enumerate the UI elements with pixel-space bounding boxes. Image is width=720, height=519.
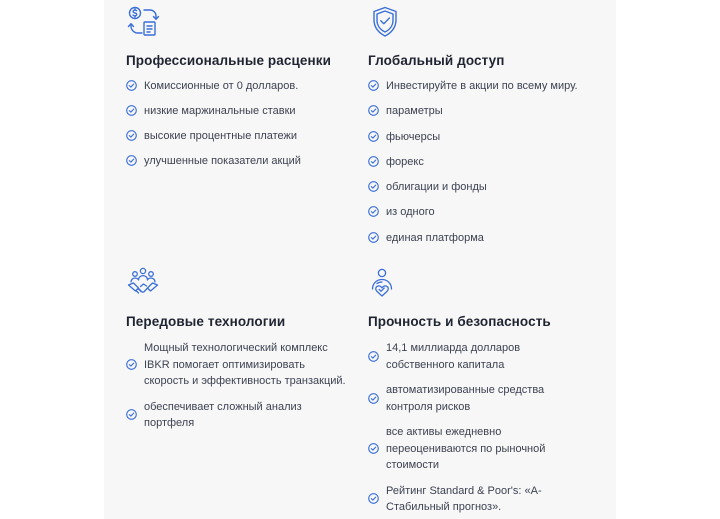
list-item: улучшенные показатели акций [126, 153, 366, 178]
team-handshake-icon [126, 266, 160, 300]
check-circle-icon [368, 156, 379, 167]
check-circle-icon [368, 493, 379, 504]
list-item: единая платформа [368, 230, 608, 255]
check-circle-icon [368, 232, 379, 243]
check-circle-icon [126, 80, 137, 91]
list-item: параметры [368, 103, 608, 128]
check-circle-icon [368, 131, 379, 142]
list-item: Инвестируйте в акции по всему миру. [368, 78, 608, 103]
list-item: автоматизированные средства контроля рисков [368, 382, 558, 415]
list-item: облигации и фонды [368, 179, 608, 204]
check-circle-icon [368, 206, 379, 217]
check-circle-icon [368, 181, 379, 192]
feature-title: Передовые технологии [126, 314, 286, 329]
check-circle-icon [126, 359, 137, 370]
check-circle-icon [126, 105, 137, 116]
feature-list [126, 78, 366, 178]
list-item: Комиссионные от 0 долларов. [126, 78, 366, 103]
check-circle-icon [126, 130, 137, 141]
list-item: низкие маржинальные ставки [126, 103, 366, 128]
shield-check-icon [368, 5, 402, 39]
list-item: обеспечивает сложный анализ портфеля [126, 399, 348, 432]
feature-list [368, 340, 558, 516]
check-circle-icon [368, 393, 379, 404]
list-item: 14,1 миллиарда долларов собственного капитала [368, 340, 558, 373]
list-item: фьючерсы [368, 129, 608, 154]
check-circle-icon [368, 443, 379, 454]
check-circle-icon [126, 409, 137, 420]
feature-title: Профессиональные расценки [126, 53, 331, 68]
dollar-exchange-icon [126, 5, 160, 39]
list-item: Рейтинг Standard & Poor's: «A-Стабильный прогноз». [368, 483, 558, 516]
list-item: Мощный технологический комплекс IBKR помогает оптимизировать скорость и эффективность транзакций. [126, 340, 348, 390]
feature-list [126, 340, 348, 432]
list-item: форекс [368, 154, 608, 179]
features-panel [104, 0, 616, 519]
list-item: все активы ежедневно переоцениваются по рыночной стоимости [368, 424, 558, 474]
user-heart-icon [368, 266, 402, 300]
check-circle-icon [368, 80, 379, 91]
feature-title: Прочность и безопасность [368, 314, 551, 329]
list-item: высокие процентные платежи [126, 128, 366, 153]
check-circle-icon [368, 351, 379, 362]
check-circle-icon [368, 105, 379, 116]
feature-list [368, 78, 608, 255]
feature-title: Глобальный доступ [368, 53, 505, 68]
check-circle-icon [126, 155, 137, 166]
list-item: из одного [368, 204, 608, 229]
